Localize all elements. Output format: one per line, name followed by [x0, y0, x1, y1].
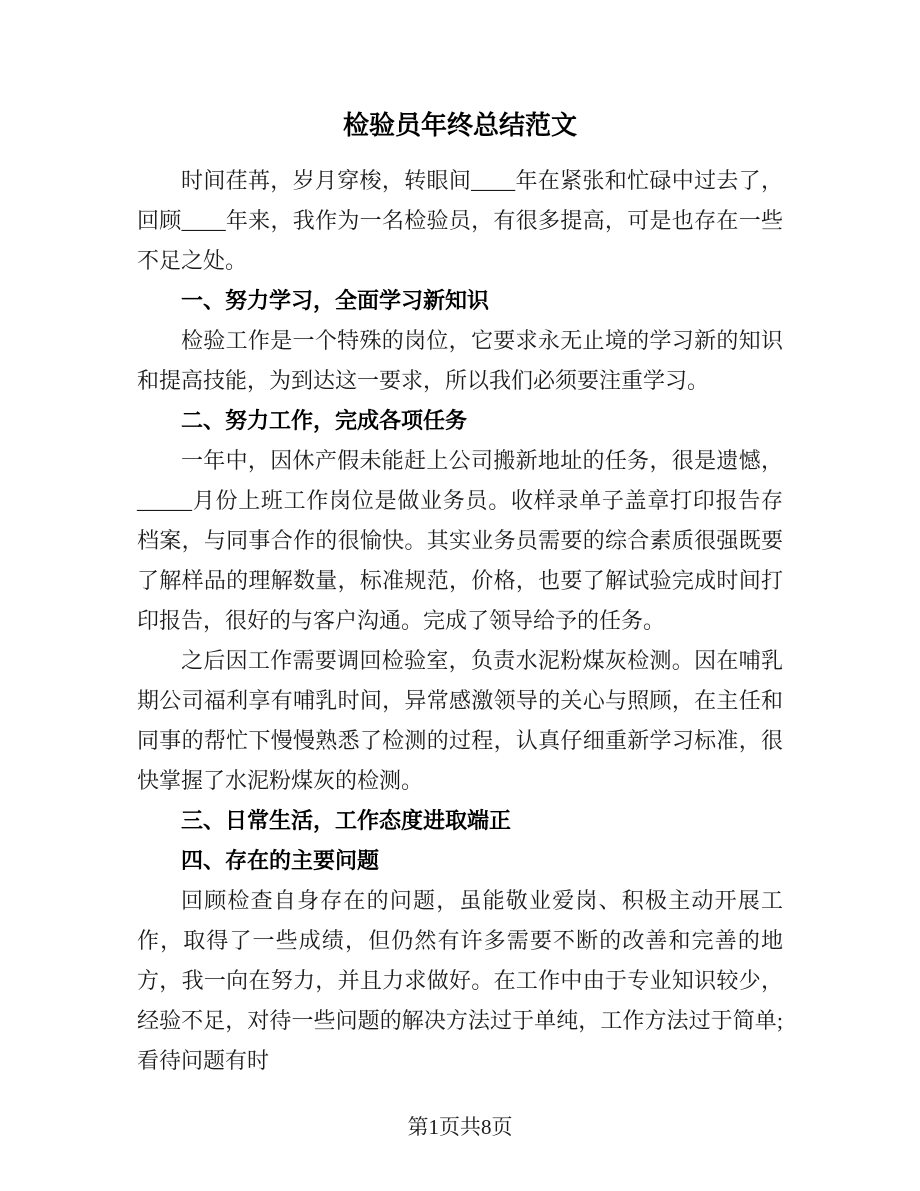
document-title: 检验员年终总结范文	[342, 110, 577, 140]
page-footer: 第1页共8页	[407, 1115, 513, 1139]
document-content	[137, 103, 783, 1081]
paragraph-problems: 回顾检查自身存在的问题，虽能敬业爱岗、积极主动开展工作，取得了一些成绩，但仍然有许多需要不断的改善和完善的地方，我一向在努力，并且力求做好。在工作中由于专业知识较少，经验不足，对待一些问题的解决方法过于单纯，工作方法过于简单;看待问题有时	[137, 888, 783, 1073]
paragraph-intro: 时间荏苒，岁月穿梭，转眼间____年在紧张和忙碌中过去了，回顾____年来，我作为一名检验员，有很多提高，可是也存在一些不足之处。	[137, 168, 783, 273]
paragraph-work-tasks: 一年中，因休产假未能赶上公司搬新地址的任务，很是遗憾，_____月份上班工作岗位是做业务员。收样录单子盖章打印报告存档案，与同事合作的很愉快。其实业务员需要的综合素质很强既要了解样品的理解数量，标准规范，价格，也要了解试验完成时间打印报告，很好的与客户沟通。完成了领导给予的任务。	[137, 448, 783, 633]
paragraph-study: 检验工作是一个特殊的岗位，它要求永无止境的学习新的知识和提高技能，为到达这一要求，所以我们必须要注重学习。	[137, 328, 783, 393]
section-heading-3: 三、日常生活，工作态度进取端正	[181, 808, 512, 833]
section-heading-1: 一、努力学习，全面学习新知识	[181, 288, 490, 313]
section-heading-4: 四、存在的主要问题	[181, 848, 380, 873]
section-heading-2: 二、努力工作，完成各项任务	[181, 408, 468, 433]
paragraph-lab-transfer: 之后因工作需要调回检验室，负责水泥粉煤灰检测。因在哺乳期公司福利享有哺乳时间，异常感激领导的关心与照顾，在主任和同事的帮忙下慢慢熟悉了检测的过程，认真仔细重新学习标准，很快掌握了水泥粉煤灰的检测。	[137, 648, 783, 793]
